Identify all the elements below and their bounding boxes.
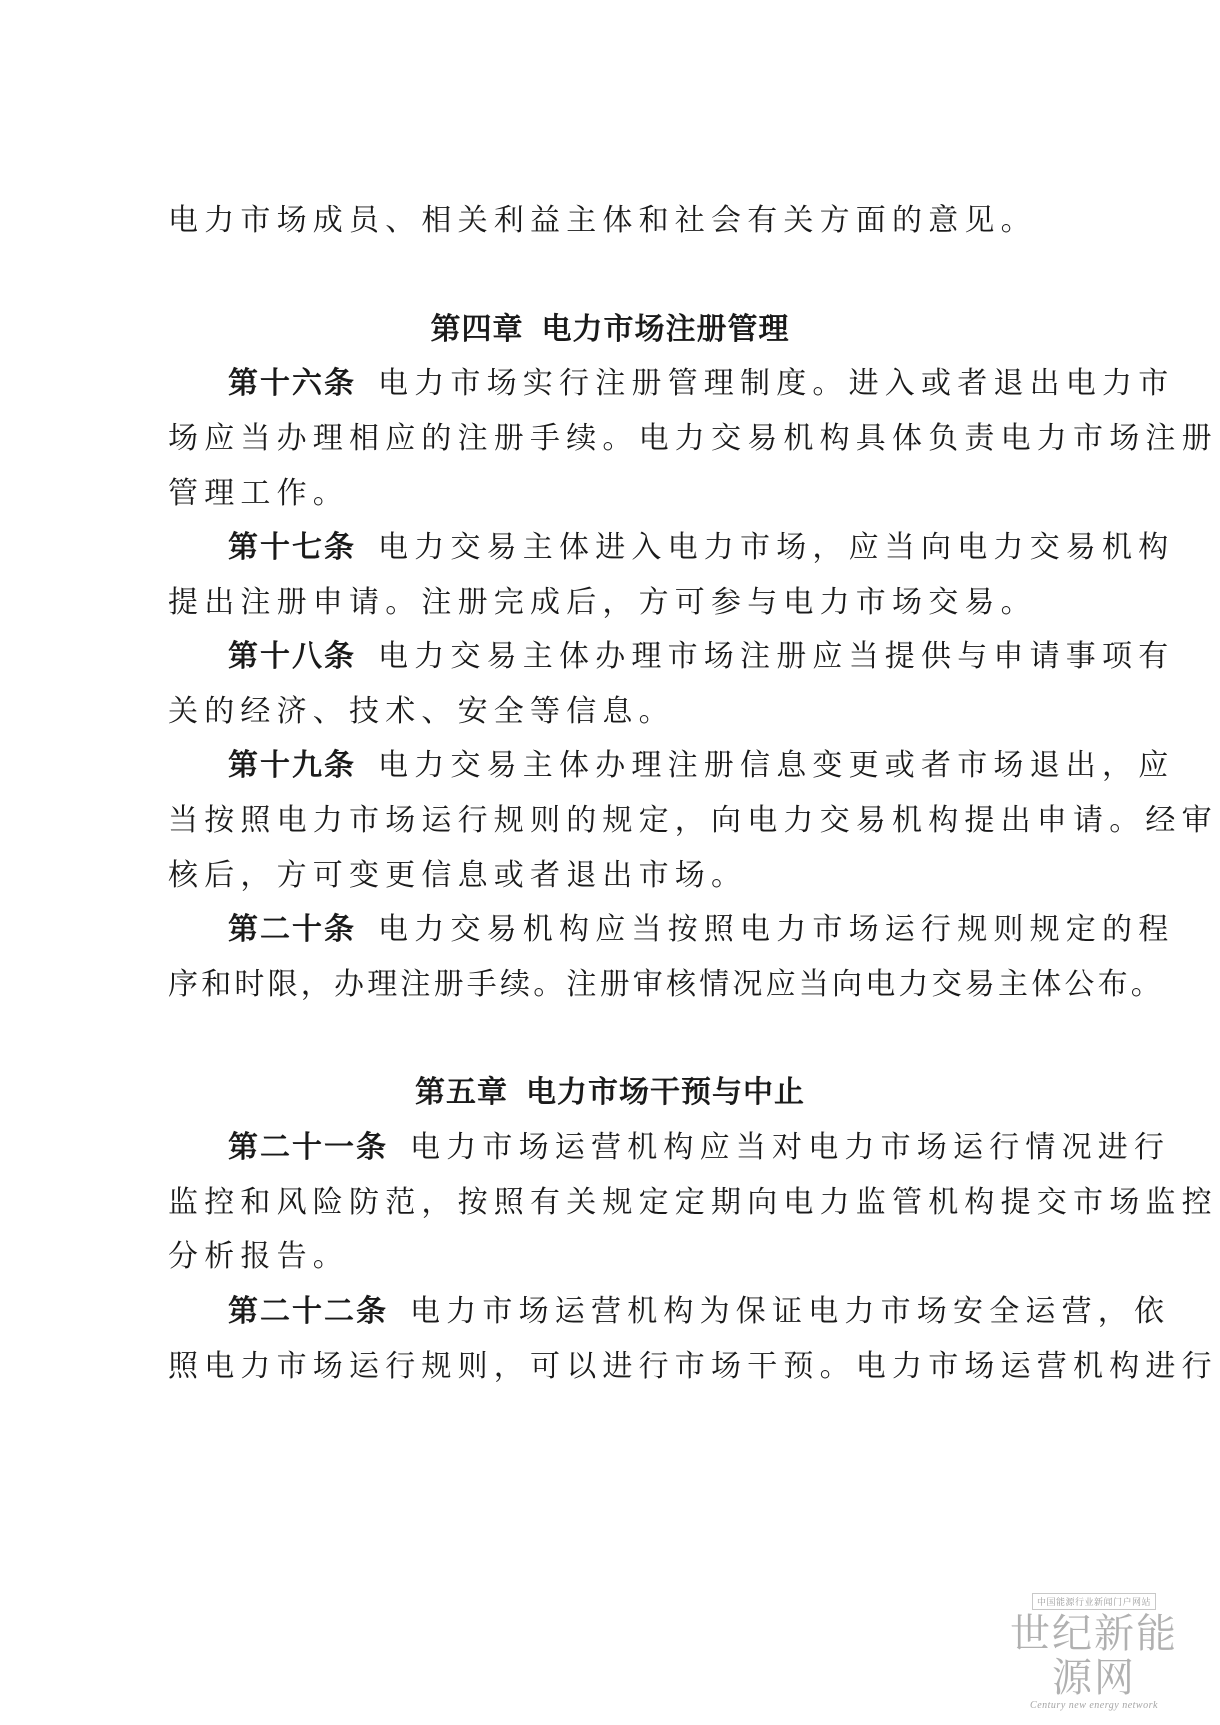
article-title: 第十九条 — [228, 748, 356, 783]
paragraph-line: 电力市场成员、相关利益主体和社会有关方面的意见。 — [168, 203, 1037, 238]
watermark-tagline: 中国能源行业新闻门户网站 — [1032, 1593, 1156, 1610]
article-text: 电力交易主体进入电力市场，应当向电力交易机构 — [378, 530, 1175, 565]
article-text: 电力交易机构应当按照电力市场运行规则规定的程 — [378, 912, 1175, 947]
article-title: 第二十二条 — [228, 1294, 388, 1329]
article-text: 电力交易主体办理注册信息变更或者市场退出，应 — [378, 748, 1175, 783]
paragraph-line: 当按照电力市场运行规则的规定，向电力交易机构提出申请。经审 — [168, 803, 1218, 838]
article-text: 电力市场运营机构应当对电力市场运行情况进行 — [410, 1130, 1171, 1165]
chapter-heading — [0, 1073, 1220, 1113]
paragraph-line: 场应当办理相应的注册手续。电力交易机构具体负责电力市场注册 — [168, 421, 1218, 456]
chapter-number: 第五章 — [415, 1075, 508, 1110]
chapter-heading — [0, 310, 1220, 350]
article-title: 第二十条 — [228, 912, 356, 947]
paragraph-line: 关的经济、技术、安全等信息。 — [168, 694, 675, 729]
chapter-number: 第四章 — [430, 312, 524, 347]
article-text: 电力市场实行注册管理制度。进入或者退出电力市 — [378, 366, 1175, 401]
article-line — [228, 910, 1175, 950]
watermark-subtitle: Century new energy network — [1030, 1700, 1158, 1711]
paragraph-line: 管理工作。 — [168, 476, 349, 511]
article-line — [228, 1128, 1171, 1168]
article-line — [228, 746, 1175, 786]
article-line — [228, 528, 1175, 568]
paragraph-line: 分析报告。 — [168, 1239, 349, 1274]
paragraph-line: 核后，方可变更信息或者退出市场。 — [168, 858, 748, 893]
chapter-title: 电力市场注册管理 — [541, 312, 790, 347]
article-title: 第二十一条 — [228, 1130, 388, 1165]
article-text: 电力交易主体办理市场注册应当提供与申请事项有 — [378, 639, 1175, 674]
article-line — [228, 637, 1175, 677]
paragraph-line: 监控和风险防范，按照有关规定定期向电力监管机构提交市场监控 — [168, 1185, 1218, 1220]
article-line — [228, 1292, 1171, 1332]
article-title: 第十八条 — [228, 639, 356, 674]
site-watermark — [994, 1590, 1194, 1711]
article-title: 第十七条 — [228, 530, 356, 565]
paragraph-line: 提出注册申请。注册完成后，方可参与电力市场交易。 — [168, 585, 1037, 620]
article-text: 电力市场运营机构为保证电力市场安全运营，依 — [410, 1294, 1171, 1329]
watermark-logo-text: 世纪新能源网 — [1010, 1611, 1178, 1701]
article-title: 第十六条 — [228, 366, 356, 401]
paragraph-line: 序和时限，办理注册手续。注册审核情况应当向电力交易主体公布。 — [168, 967, 1164, 1002]
paragraph-line: 照电力市场运行规则，可以进行市场干预。电力市场运营机构进行 — [168, 1349, 1218, 1384]
chapter-title: 电力市场干预与中止 — [526, 1075, 805, 1110]
article-line — [228, 364, 1175, 404]
